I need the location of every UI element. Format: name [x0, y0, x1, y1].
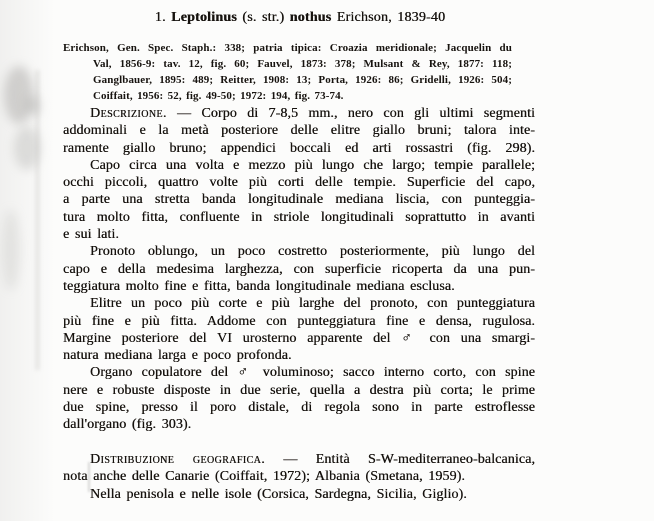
- species-authority: Erichson, 1839-40: [336, 10, 446, 25]
- scan-smudge: [2, 210, 20, 290]
- description-line: teggiatura molto fine e fitta, banda longitudinale mediana esclusa.: [63, 278, 455, 294]
- species-name: nothus: [289, 10, 332, 25]
- species-heading: [63, 8, 537, 28]
- bibliography-line: Coiffait, 1956: 52, fig. 49-50; 1972: 194, fig. 73-74.: [93, 90, 344, 102]
- genus-name: Leptolinus: [171, 10, 237, 25]
- species-number: 1.: [154, 10, 166, 25]
- description-line: a parte una stretta banda longitudinale mediana liscia, con punteggia-: [63, 192, 535, 208]
- distribution-line: Distribuzione geografica. — Entità S-W-mediterraneo-balcanica,: [90, 452, 535, 467]
- description-line: Pronoto oblungo, un poco costretto posteriormente, più lungo del: [90, 244, 535, 260]
- distribution-label: Distribuzione geografica.: [90, 452, 266, 467]
- subgenus-name: (s. str.): [242, 10, 285, 25]
- description-line: dall'organo (fig. 303).: [63, 417, 192, 433]
- scan-streak: [36, 70, 39, 370]
- description-line: e sui lati.: [63, 227, 119, 243]
- description-line: due spine, presso il poro distale, di regola sono in parte estroflesse: [63, 400, 535, 416]
- description-line: occhi piccoli, quattro volte più corti delle tempie. Superficie del capo,: [63, 175, 535, 191]
- distribution-section: [63, 451, 535, 503]
- bibliography-line: Erichson, Gen. Spec. Staph.: 338; patria tipica: Croazia meridionale; Jacquelin du: [63, 42, 512, 54]
- bibliography-line: Val, 1856-9: tav. 12, fig. 60; Fauvel, 1873: 378; Mulsant & Rey, 1877: 118;: [93, 58, 512, 70]
- description-line: Elitre un poco più corte e più larghe del pronoto, con punteggiatura: [90, 296, 535, 312]
- description-line: Margine posteriore del VI urosterno apparente del ♂ con una smargi-: [63, 330, 535, 346]
- description-line: Organo copulatore del ♂ voluminoso; sacco interno corto, con spine: [90, 365, 535, 381]
- description-line: più fine e più fitta. Addome con punteggiatura fine e densa, rugulosa.: [63, 313, 535, 329]
- description-label: Descrizione.: [90, 106, 167, 121]
- description-line: tura molto fitta, confluente in striole longitudinali soprattutto in avanti: [63, 209, 535, 225]
- description-line: capo e della medesima larghezza, con superficie ricoperta da una pun-: [63, 261, 535, 277]
- description-line: natura mediana larga e poco profonda.: [63, 348, 292, 364]
- distribution-line: Nella penisola e nelle isole (Corsica, Sardegna, Sicilia, Giglio).: [90, 486, 467, 502]
- description-line: Capo circa una volta e mezzo più lungo che largo; tempie parallele;: [90, 157, 535, 173]
- bibliography-block: [63, 40, 512, 104]
- description-line: ramente giallo bruno; appendici boccali ed arti rossastri (fig. 298).: [63, 140, 535, 156]
- distribution-line: nota anche delle Canarie (Coiffait, 1972); Albania (Smetana, 1959).: [63, 469, 465, 485]
- description-line: Descrizione. — Corpo di 7-8,5 mm., nero con gli ultimi segmenti: [90, 106, 535, 121]
- description-line: addominali e la metà posteriore delle elitre giallo bruni; talora inte-: [63, 123, 535, 139]
- description-section: [63, 105, 535, 434]
- bibliography-line: Ganglbauer, 1895: 489; Reitter, 1908: 13; Porta, 1926: 86; Gridelli, 1926: 504;: [93, 74, 512, 86]
- description-line: nere e robuste disposte in due serie, quella a destra più corta; le prime: [63, 382, 535, 398]
